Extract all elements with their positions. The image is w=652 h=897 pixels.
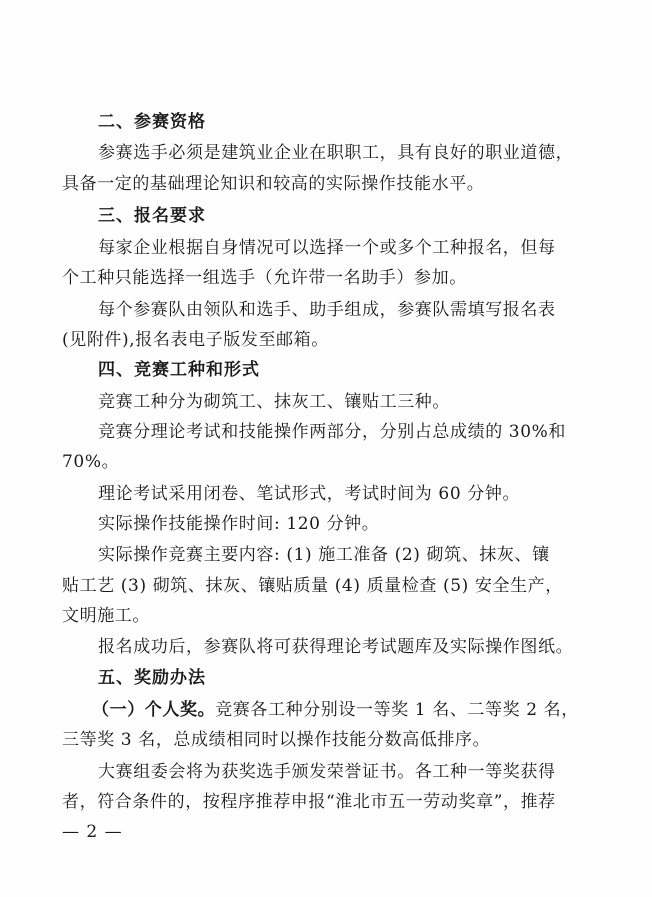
paragraph-line: 理论考试采用闭卷、笔试形式，考试时间为 60 分钟。 (98, 484, 521, 504)
section-heading-competition: 四、竞赛工种和形式 (98, 360, 260, 380)
section-heading-eligibility: 二、参赛资格 (98, 112, 206, 132)
paragraph-line: 每家企业根据自身情况可以选择一个或多个工种报名，但每 (98, 238, 556, 258)
paragraph-line: 70%。 (62, 452, 120, 472)
paragraph-line: 参赛选手必须是建筑业企业在职职工，具有良好的职业道德， (98, 143, 574, 163)
paragraph-line: 大赛组委会将为获奖选手颁发荣誉证书。各工种一等奖获得 (98, 762, 556, 782)
paragraph-line: 竞赛分理论考试和技能操作两部分，分别占总成绩的 30%和 (98, 422, 566, 442)
paragraph-line: (见附件),报名表电子版发至邮箱。 (62, 330, 329, 350)
paragraph-text: 竞赛各工种分别设一等奖 1 名、二等奖 2 名， (215, 700, 579, 720)
paragraph-line: 者，符合条件的，按程序推荐申报“淮北市五一劳动奖章”，推荐 (62, 792, 556, 812)
paragraph-line (92, 700, 579, 720)
paragraph-line: 贴工艺 (3) 砌筑、抹灰、镶贴质量 (4) 质量检查 (5) 安全生产， (62, 576, 563, 596)
paragraph-line: 三等奖 3 名，总成绩相同时以操作技能分数高低排序。 (62, 730, 491, 750)
section-heading-awards: 五、奖励办法 (98, 668, 206, 688)
paragraph-line: 文明施工。 (62, 606, 150, 626)
paragraph-line: 每个参赛队由领队和选手、助手组成，参赛队需填写报名表 (98, 300, 556, 320)
paragraph-line: 实际操作技能操作时间: 120 分钟。 (98, 514, 380, 534)
section-heading-registration: 三、报名要求 (98, 206, 206, 226)
paragraph-line: 竞赛工种分为砌筑工、抹灰工、镶贴工三种。 (98, 392, 450, 412)
paragraph-line: 具备一定的基础理论知识和较高的实际操作技能水平。 (62, 174, 485, 194)
paragraph-line: 报名成功后，参赛队将可获得理论考试题库及实际操作图纸。 (98, 637, 574, 657)
paragraph-line: 实际操作竞赛主要内容: (1) 施工准备 (2) 砌筑、抹灰、镶 (98, 545, 550, 565)
paragraph-line: 个工种只能选择一组选手（允许带一名助手）参加。 (62, 268, 467, 288)
subsection-lead-individual-award: （一）个人奖。 (92, 700, 216, 720)
page-number: — 2 — (62, 822, 123, 842)
